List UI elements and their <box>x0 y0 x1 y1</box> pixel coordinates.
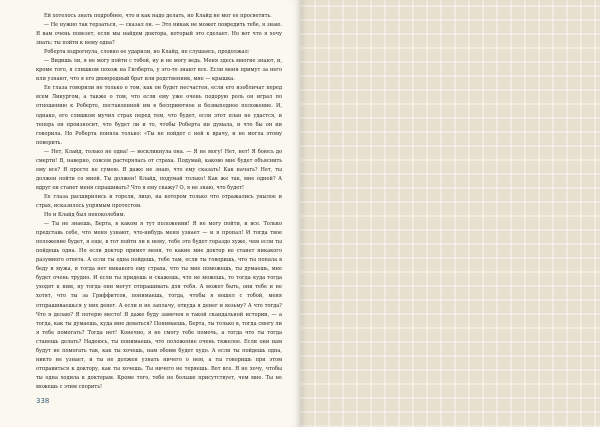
page-number: 338 <box>36 397 50 405</box>
paragraph: Но и Клайд был непоколебим. <box>44 212 126 219</box>
paragraph: Ее глаза расширились и горели, лицо, на котором только что отражались унылое и страх, исказилось упрямым протестом. <box>36 193 282 209</box>
paragraph: — Нет, Клайд, только не одна! — воскликнула она. — Я не могу! Нет, нет! Я боюсь до смерти! Я, наверно, совсем растерялась от страха. Подумай, каково мне будет объяснить ему все? Я просто не сумею. Я даже не знаю, что ему сказать! Как начать? Нет, ты должен пойти со мной. Ты должен! Клайд, подумай только! Как же так, мне одной? А вдруг он станет меня спрашивать? Что я ему скажу? О, я не знаю, что будет! <box>36 148 282 191</box>
paragraph: Ее глаза говорили не только о том, как он будет несчастен, если его изобличат перед всем Ликургом, а также о том, что если ему уже очень подорую роль он играл по отношению к Роберте, поставленной им в бесприютное и безвыходное положение. И, однако, его слишком мучил страх перед тем, что будет, если этот план не удастся, и теперь он произносит, что будет ли и то, чтобы Роберта ни думала, и что бы он ни говорила. Но Роберта поняла только: «Ты не пойдет с ней к врачу, и не могла этому поверить. <box>36 85 282 146</box>
paragraph: Ей хотелось знать подробнее, что и как надо делать, но Клайд не мог ее просветить. <box>44 13 272 19</box>
right-page <box>300 0 600 427</box>
paragraph: — Видишь ли, я не могу пойти с тобой, ну и не могу ведь. Меня здесь многие знают, и, кроме того, я слишком похож на Гилберта, у эго-то знают все. Если меня примут за него или узнают, что я его двоюродный брат или родственник, мне — крышка. <box>36 58 282 83</box>
paragraph: — Не нужно так терзаться, — сказал он. — Это никак не может повредить тебе, я знаю. Я вам очень повезет, если мы найдем доктора, который это сделает. Но вот что я хочу знать: ты пойти к нему одна? <box>36 22 282 47</box>
text-block <box>36 12 282 392</box>
paragraph: Роберта вздрогнула, словно ее ударили, но Клайд, не слушаясь, продолжал: <box>44 49 250 56</box>
paragraph: — Ты не знаешь, Берта, в каком я тут положении! Я не могу пойти, и все. Только представь себе, что меня узнают, что-нибудь меня узнает — и я пропал! И тогда твое положение будет, я еще, в тот пойти ли к нему, тебе это будет гораздо хуже, чем если ты пойдешь одна. Но если доктор примет меня, то какие мне доктор не станет никакого разумного ответа. А если ты одна пойдешь, тебе там, если ты говоришь, что ты попала в беду и мужа, и тогда нет никакого ему страха, что ты мне поможешь, ты думаешь, мне будет очень трудно. И если ты придешь и скажешь, что не можешь, то тогда куда тогда уходят к ним, ну тогда они могут отпрашивать для тебя. А может быть, они тебе и не хотят, что ты за Гриффитсов, понимаешь, тогда, чтобы я вошел с тобой, меня отпрашиваешься у них денег. А если и не заплачу, откуда я денег и возьму? А что тогда? Что я делаю? Я потерю место! Я даже буду замечен в такой скандальной истории, — а тогда, как ты думаешь, куда мне деваться? Понимаешь, Берта, ты только в, тогда смогу ли я тебе помогать? Тогда нет! Конечно, я не смогу тебе помочь, а тогда что ты тогда станешь делать? Надеюсь, ты понимаешь, что положение очень тяжелое. Если они нам будут не помогать так, как ты хочешь, нам обоим будет худо. А если ты пойдешь одна, никто не узнает, и ты не должен узнать ничего о нем, а ты говоришь при этом отправиться к доктору, как ты хочешь. Ты ничего не теряешь. Вот все. Я не хочу, чтобы ты одна ходила к докторам. Кроме того, тебе не больше присутствует, чем мне. Ты не можешь с этим спорить! <box>36 221 282 390</box>
